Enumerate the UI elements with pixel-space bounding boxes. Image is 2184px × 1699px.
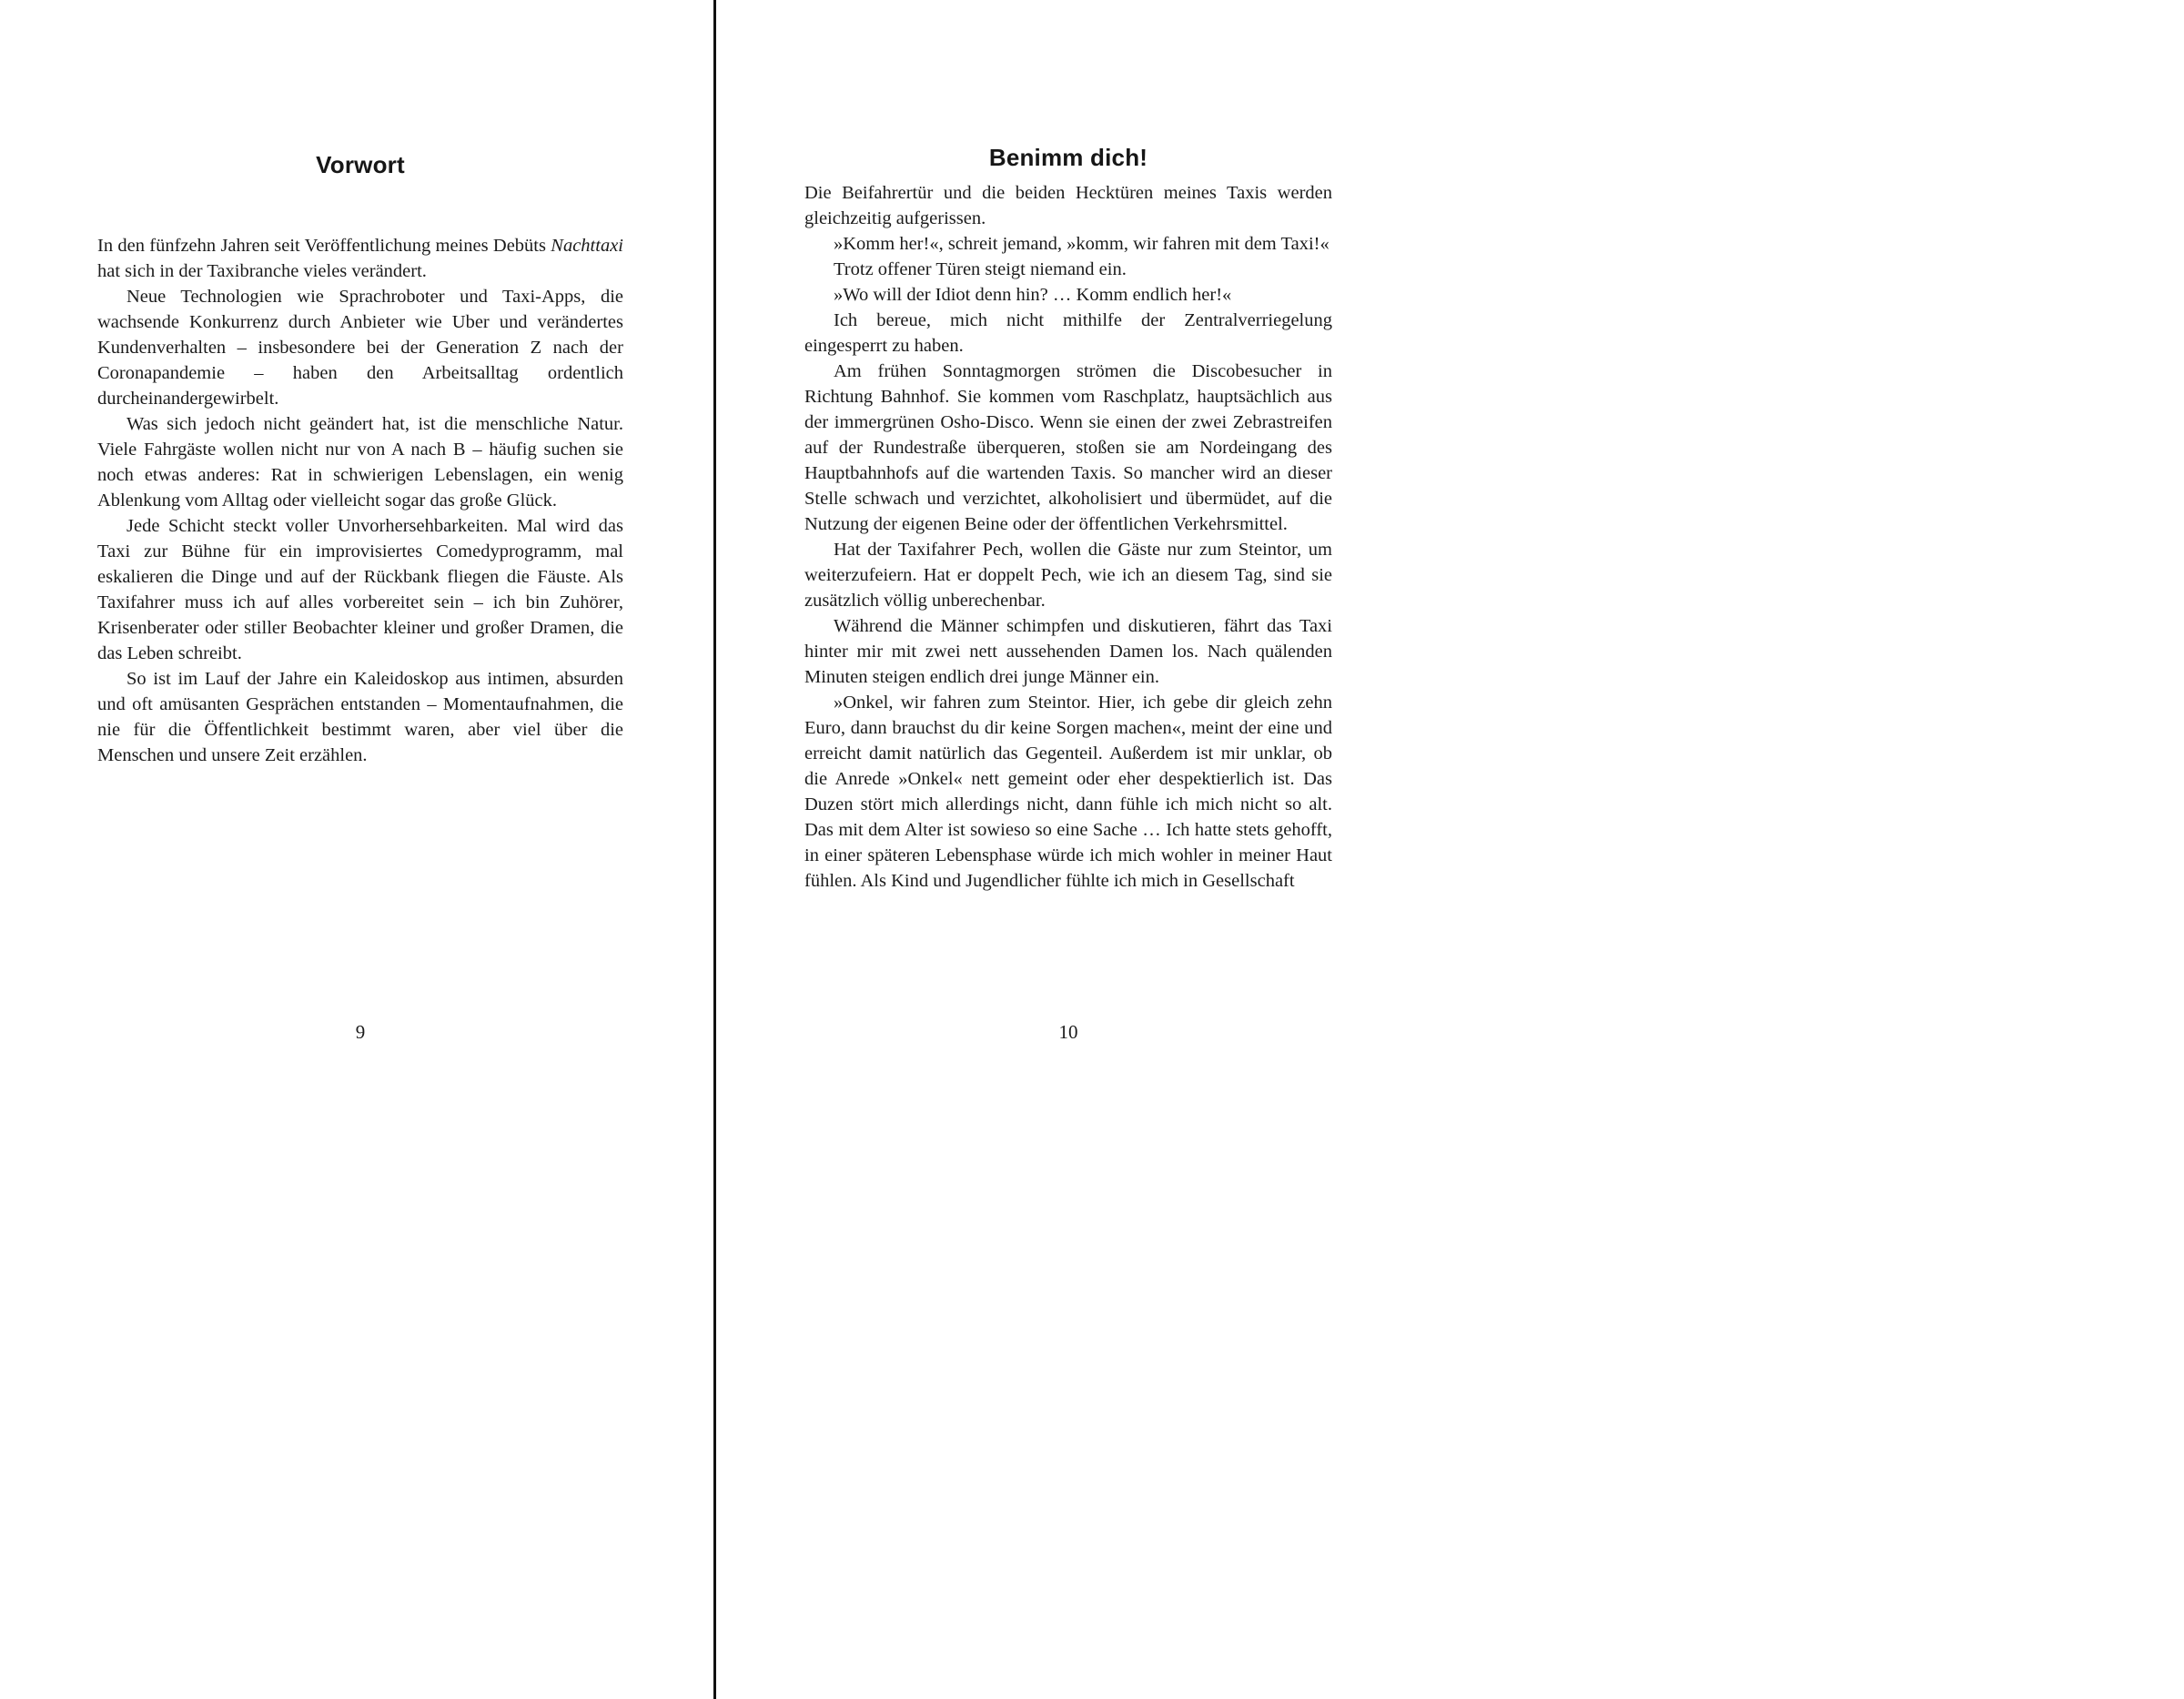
paragraph — [97, 666, 623, 768]
paragraph — [804, 359, 1332, 537]
page-right-heading: Benimm dich! — [988, 144, 1148, 171]
paragraph — [804, 613, 1332, 690]
text-run: Neue Technologien wie Sprachroboter und Taxi-Apps, die wachsende Konkurrenz durch Anbieter wie Uber und verändertes Kundenverhalten – insbesondere bei der Generation Z nach der Coronapandemie – haben den Arbeitsalltag ordentlich durcheinandergewirbelt. — [97, 287, 623, 409]
paragraph — [804, 180, 1332, 231]
page-left-body — [97, 233, 623, 768]
text-run: Was sich jedoch nicht geändert hat, ist die menschliche Natur. Viele Fahrgäste wollen nicht nur von A nach B – häufig suchen sie noch etwas anderes: Rat in schwierigen Lebenslagen, ein wenig Ablenkung vom Alltag oder vielleicht sogar das große Glück. — [97, 414, 623, 511]
text-run: Jede Schicht steckt voller Unvorhersehbarkeiten. Mal wird das Taxi zur Bühne für ein improvisiertes Comedyprogramm, mal eskalieren die Dinge und auf der Rückbank fliegen die Fäuste. Als Taxifahrer muss ich auf alles vorbereitet sein – ich bin Zuhörer, Krisenberater oder stiller Beobachter kleiner und großer Dramen, die das Leben schreibt. — [97, 516, 623, 663]
text-run: Ich bereue, mich nicht mithilfe der Zentralverriegelung eingesperrt zu haben. — [804, 310, 1332, 356]
paragraph — [804, 257, 1332, 282]
paragraph — [804, 537, 1332, 613]
page-left-heading: Vorwort — [316, 151, 405, 178]
paragraph — [97, 233, 623, 284]
text-run: In den fünfzehn Jahren seit Veröffentlichung meines Debüts — [97, 236, 551, 256]
page-right — [804, 0, 1332, 1699]
text-run: »Komm her!«, schreit jemand, »komm, wir fahren mit dem Taxi!« — [834, 234, 1330, 254]
text-run: Die Beifahrertür und die beiden Hecktüren meines Taxis werden gleichzeitig aufgerissen. — [804, 183, 1332, 228]
text-run: Am frühen Sonntagmorgen strömen die Discobesucher in Richtung Bahnhof. Sie kommen vom Raschplatz, hauptsächlich aus der immergrünen Osho-Disco. Wenn sie einen der zwei Zebrastreifen auf der Rundestraße überqueren, stoßen sie am Nordeingang des Hauptbahnhofs auf die wartenden Taxis. So mancher wird an dieser Stelle schwach und verzichtet, alkoholisiert und übermüdet, auf die Nutzung der eigenen Beine oder der öffentlichen Verkehrsmittel. — [804, 361, 1332, 534]
page-left-number: 9 — [355, 1021, 366, 1043]
text-run: hat sich in der Taxibranche vieles verändert. — [97, 261, 427, 281]
page-right-body — [804, 180, 1332, 894]
text-run: »Wo will der Idiot denn hin? … Komm endlich her!« — [834, 285, 1232, 305]
page-left — [97, 0, 623, 1699]
italic-text-run: Nachttaxi — [551, 236, 623, 256]
paragraph — [804, 308, 1332, 359]
paragraph — [97, 411, 623, 513]
paragraph — [97, 513, 623, 666]
text-run: Hat der Taxifahrer Pech, wollen die Gäste nur zum Steintor, um weiterzufeiern. Hat er doppelt Pech, wie ich an diesem Tag, sind sie zusätzlich völlig unberechenbar. — [804, 540, 1332, 611]
paragraph — [804, 282, 1332, 308]
page-divider — [713, 0, 716, 1699]
text-run: So ist im Lauf der Jahre ein Kaleidoskop aus intimen, absurden und oft amüsanten Gesprächen entstanden – Momentaufnahmen, die nie für die Öffentlichkeit bestimmt waren, aber viel über die Menschen und unsere Zeit erzählen. — [97, 669, 623, 765]
paragraph — [97, 284, 623, 411]
text-run: Trotz offener Türen steigt niemand ein. — [834, 259, 1127, 279]
paragraph — [804, 690, 1332, 894]
page-right-number: 10 — [1058, 1021, 1078, 1043]
text-run: »Onkel, wir fahren zum Steintor. Hier, ich gebe dir gleich zehn Euro, dann brauchst du dir keine Sorgen machen«, meint der eine und erreicht damit natürlich das Gegenteil. Außerdem ist mir unklar, ob die Anrede »Onkel« nett gemeint oder eher despektierlich ist. Das Duzen stört mich allerdings nicht, dann fühle ich mich nicht so alt. Das mit dem Alter ist sowieso so eine Sache … Ich hatte stets gehofft, in einer späteren Lebensphase würde ich mich wohler in meiner Haut fühlen. Als Kind und Jugendlicher fühlte ich mich in Gesellschaft — [804, 693, 1332, 891]
text-run: Während die Männer schimpfen und diskutieren, fährt das Taxi hinter mir mit zwei nett aussehenden Damen los. Nach quälenden Minuten steigen endlich drei junge Männer ein. — [804, 616, 1332, 687]
paragraph — [804, 231, 1332, 257]
